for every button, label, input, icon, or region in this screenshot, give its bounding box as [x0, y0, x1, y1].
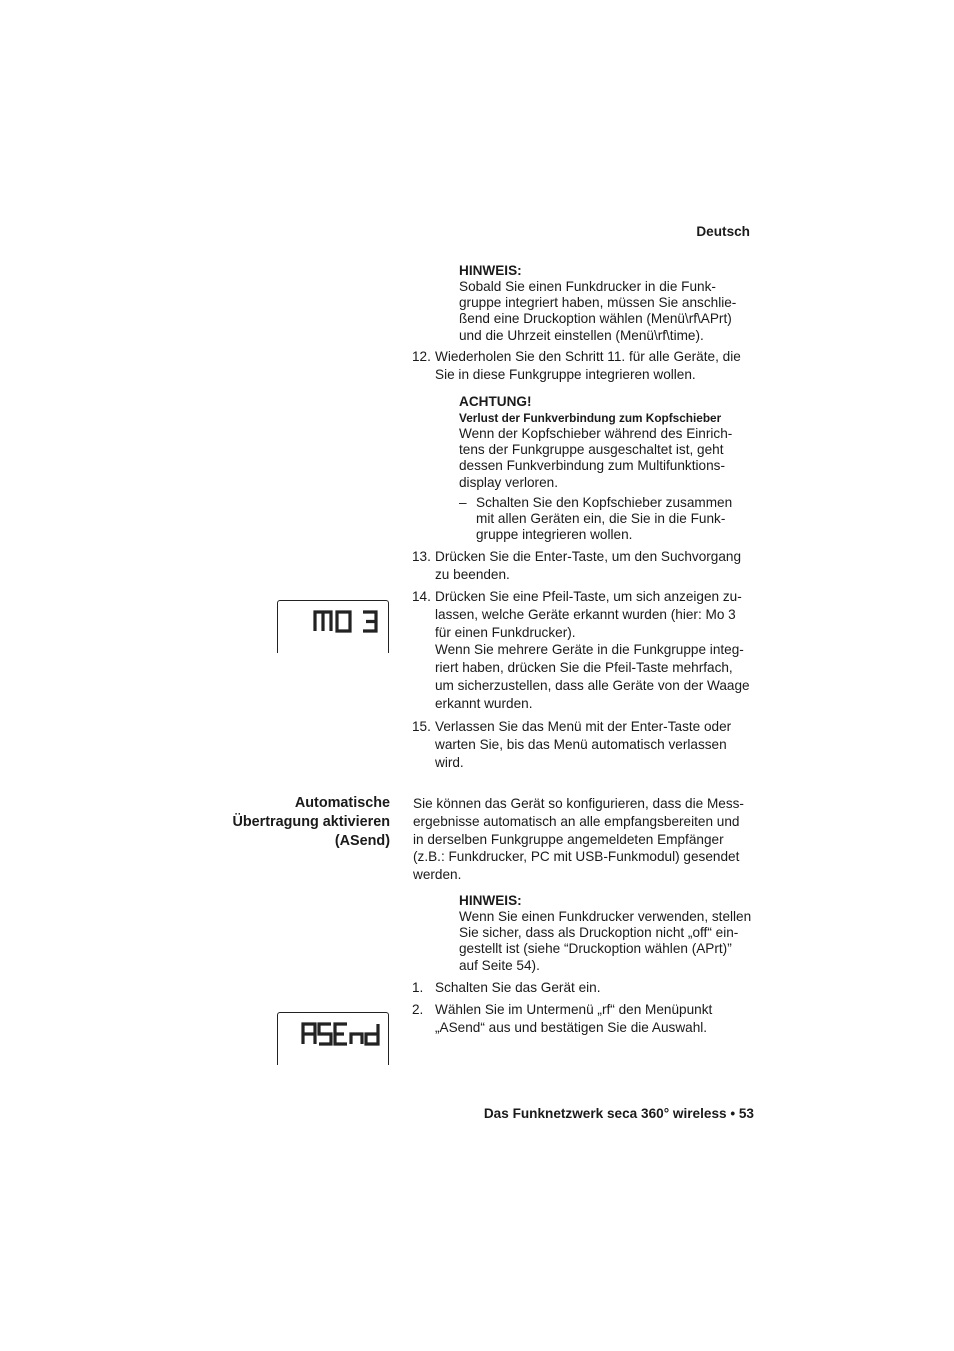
step-line: zu beenden.	[435, 566, 510, 582]
caution-bullet-line: mit allen Geräten ein, die Sie in die Funk-	[476, 511, 726, 526]
step-line: Schalten Sie das Gerät ein.	[435, 980, 601, 995]
step-14	[412, 588, 754, 713]
seven-segment-graphic	[278, 1013, 390, 1065]
section-title	[180, 794, 390, 851]
step-number: 15.	[412, 719, 431, 734]
step-number: 12.	[412, 349, 431, 364]
intro-line: ergebnisse automatisch an alle empfangsbereiten und	[413, 813, 740, 829]
seven-segment-graphic	[278, 601, 390, 653]
caution-title: ACHTUNG!	[459, 394, 532, 409]
note-title: HINWEIS:	[459, 263, 522, 278]
intro-line: (z.B.: Funkdrucker, PC mit USB-Funkmodul) gesendet	[413, 849, 740, 865]
step-line: lassen, welche Geräte erkannt wurden (hier: Mo 3	[435, 606, 736, 622]
step-number: 14.	[412, 589, 431, 604]
step-line: Sie in diese Funkgruppe integrieren wollen.	[435, 366, 696, 382]
step-line: Drücken Sie die Enter-Taste, um den Suchvorgang	[435, 549, 742, 564]
note-line: Sie sicher, dass als Druckoption nicht „off“ ein-	[459, 925, 739, 941]
page-header-language: Deutsch	[696, 224, 750, 239]
step-line: riert haben, drücken Sie die Pfeil-Taste mehrfach,	[435, 660, 733, 676]
note-line: Sobald Sie einen Funkdrucker in die Funk-	[459, 279, 716, 294]
note-line: gruppe integriert haben, müssen Sie anschlie-	[459, 295, 737, 311]
caution-line: dessen Funkverbindung zum Multifunktions-	[459, 458, 725, 474]
dash-marker: –	[459, 495, 467, 510]
intro-paragraph	[413, 795, 758, 884]
step-line: um sicherzustellen, dass alle Geräte von der Waage	[435, 677, 750, 693]
step-13	[412, 548, 754, 584]
note-title: HINWEIS:	[459, 893, 522, 908]
lcd-display-asend	[277, 1012, 389, 1065]
step-15	[412, 718, 754, 771]
caution-line: tens der Funkgruppe ausgeschaltet ist, geht	[459, 442, 724, 458]
step-number: 2.	[412, 1002, 424, 1017]
caution-bullet-line: Schalten Sie den Kopfschieber zusammen	[476, 495, 733, 510]
step-line: Wenn Sie mehrere Geräte in die Funkgruppe integ-	[435, 642, 744, 658]
step-line: Verlassen Sie das Menü mit der Enter-Taste oder	[435, 719, 732, 734]
step-12	[412, 348, 754, 384]
step-line: „ASend“ aus und bestätigen Sie die Auswahl.	[435, 1019, 708, 1035]
caution-line: Wenn der Kopfschieber während des Einrich-	[459, 426, 733, 441]
caution-subtitle: Verlust der Funkverbindung zum Kopfschieber	[459, 411, 722, 425]
step-number: 1.	[412, 980, 424, 995]
step-line: Wählen Sie im Untermenü „rf“ den Menüpunkt	[435, 1002, 713, 1017]
caution-block	[459, 393, 759, 491]
caution-bullet-line: gruppe integrieren wollen.	[476, 527, 633, 542]
step-line: warten Sie, bis das Menü automatisch verlassen	[435, 736, 727, 752]
note-hinweis-2	[459, 892, 759, 974]
section-title-line: (ASend)	[334, 833, 390, 849]
note-line: und die Uhrzeit einstellen (Menü\rf\time).	[459, 327, 704, 343]
intro-line: in derselben Funkgruppe angemeldeten Empfänger	[413, 831, 724, 847]
caution-bullet	[459, 495, 749, 543]
section-title-line: Automatische	[294, 795, 390, 811]
note-hinweis-1	[459, 262, 759, 344]
step-number: 13.	[412, 549, 431, 564]
intro-line: werden.	[413, 867, 462, 883]
step-1	[412, 979, 754, 997]
step-2	[412, 1001, 754, 1037]
note-line: ßend eine Druckoption wählen (Menü\rf\APrt)	[459, 311, 732, 327]
lcd-display-mo3	[277, 600, 389, 653]
step-line: für einen Funkdrucker).	[435, 624, 576, 640]
step-line: erkannt wurden.	[435, 695, 533, 711]
note-line: Wenn Sie einen Funkdrucker verwenden, stellen	[459, 909, 752, 924]
page-footer: Das Funknetzwerk seca 360° wireless • 53	[483, 1106, 754, 1121]
step-line: wird.	[435, 754, 464, 770]
note-line: auf Seite 54).	[459, 957, 540, 973]
step-line: Wiederholen Sie den Schritt 11. für alle Geräte, die	[435, 349, 741, 364]
step-line: Drücken Sie eine Pfeil-Taste, um sich anzeigen zu-	[435, 589, 742, 604]
caution-line: display verloren.	[459, 474, 558, 490]
section-title-line: Übertragung aktivieren	[232, 814, 390, 830]
intro-line: Sie können das Gerät so konfigurieren, dass die Mess-	[413, 796, 744, 811]
note-line: gestellt ist (siehe “Druckoption wählen (APrt)”	[459, 941, 732, 957]
